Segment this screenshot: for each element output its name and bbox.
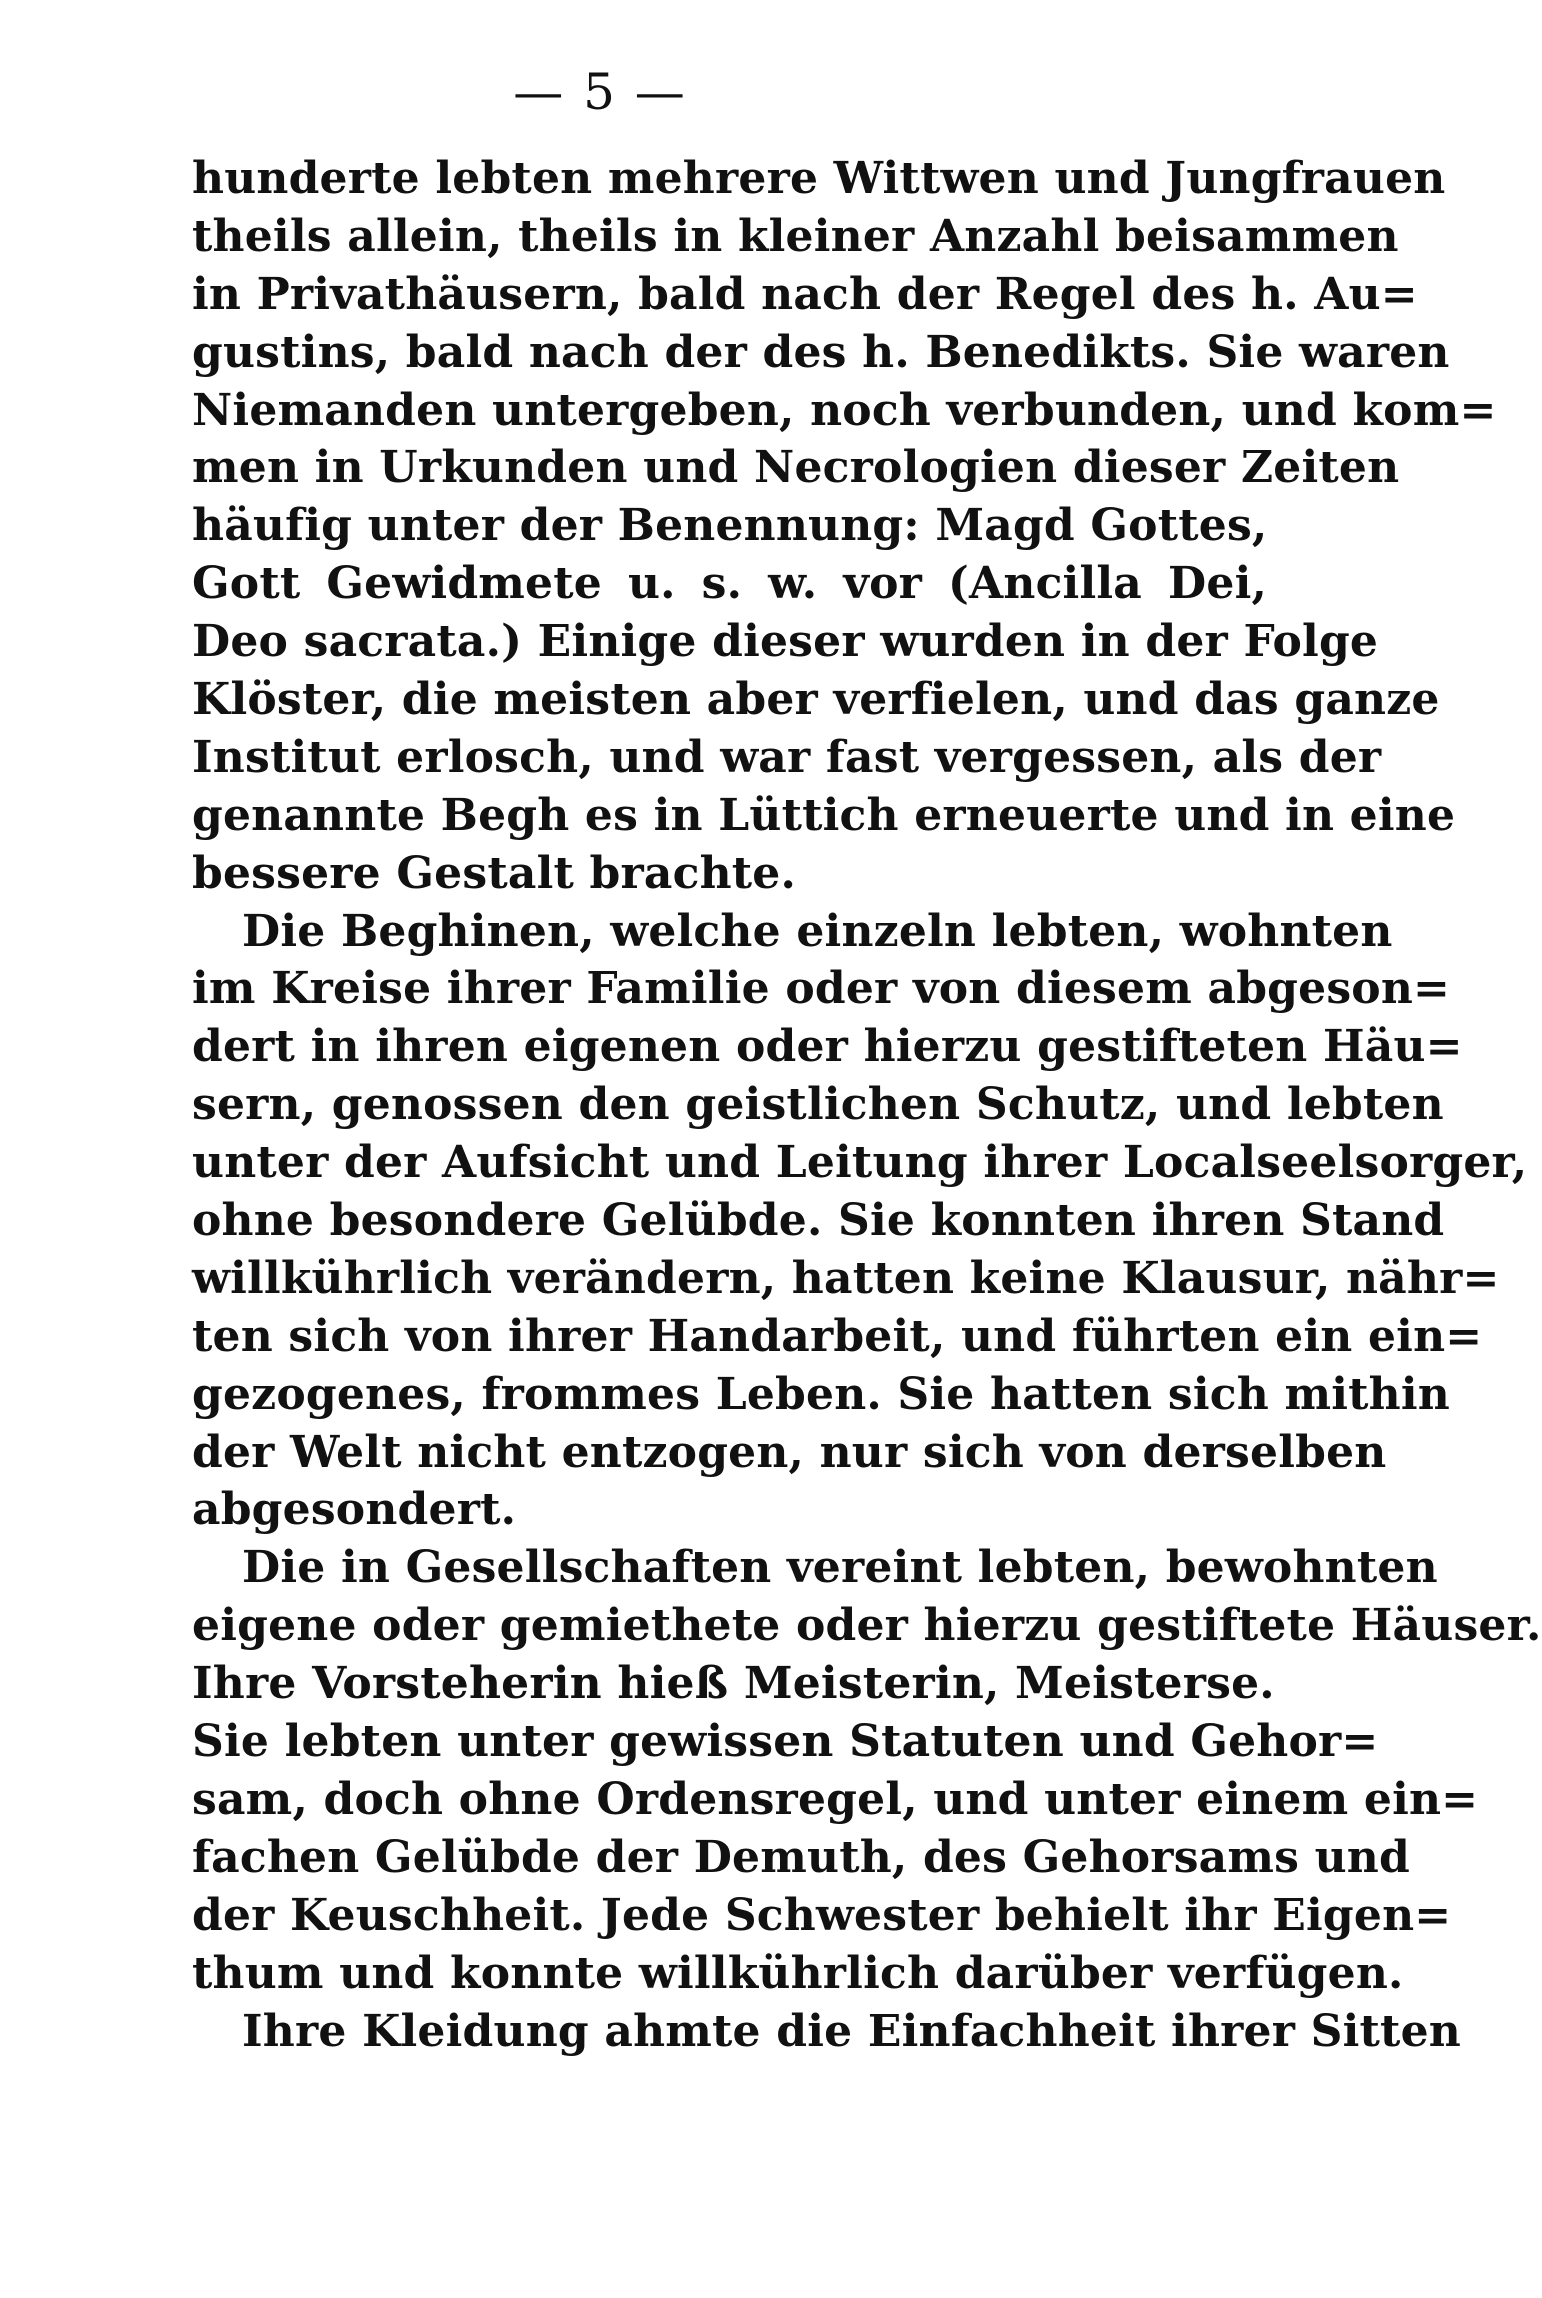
text-line: im Kreise ihrer Familie oder von diesem abgeson= — [192, 963, 1451, 1015]
text-line: sam, doch ohne Ordensregel, und unter einem ein= — [192, 1773, 1479, 1825]
text-line: Deo sacrata.) Einige dieser wurden in der Folge — [192, 616, 1379, 668]
text-line: gustins, bald nach der des h. Benedikts. Sie waren — [192, 326, 1450, 378]
text-line: in Privathäusern, bald nach der Regel des h. Au= — [192, 268, 1418, 320]
text-line: ohne besondere Gelübde. Sie konnten ihren Stand — [192, 1195, 1445, 1247]
paragraph-start-line: Die in Gesellschaften vereint lebten, bewohnten — [242, 1542, 1438, 1594]
text-line: thum und konnte willkührlich darüber verfügen. — [192, 1947, 1404, 1999]
text-line: unter der Aufsicht und Leitung ihrer Localseelsorger, — [192, 1137, 1528, 1189]
text-line: der Keuschheit. Jede Schwester behielt ihr Eigen= — [192, 1889, 1452, 1941]
text-line: theils allein, theils in kleiner Anzahl beisammen — [192, 210, 1399, 262]
text-line: fachen Gelübde der Demuth, des Gehorsams und — [192, 1831, 1410, 1883]
text-line: Ihre Vorsteherin hieß Meisterin, Meisterse. — [192, 1658, 1275, 1710]
text-line: Institut erlosch, und war fast vergessen, als der — [192, 731, 1382, 783]
text-line: Klöster, die meisten aber verfielen, und das ganze — [192, 674, 1440, 726]
body-text — [192, 150, 1542, 2060]
text-line: ten sich von ihrer Handarbeit, und führten ein ein= — [192, 1310, 1483, 1362]
text-line: abgesondert. — [192, 1484, 517, 1536]
paragraph-start-line: Die Beghinen, welche einzeln lebten, wohnten — [242, 905, 1393, 957]
text-line: genannte Begh es in Lüttich erneuerte und in eine — [192, 789, 1456, 841]
text-line: gezogenes, frommes Leben. Sie hatten sich mithin — [192, 1368, 1450, 1420]
text-line: hunderte lebten mehrere Wittwen und Jungfrauen — [192, 153, 1446, 204]
text-line: der Welt nicht entzogen, nur sich von derselben — [192, 1426, 1387, 1478]
text-line: eigene oder gemiethete oder hierzu gestiftete Häuser. — [192, 1600, 1542, 1652]
paragraph-start-line: Ihre Kleidung ahmte die Einfachheit ihrer Sitten — [242, 2005, 1461, 2057]
text-line: Gott Gewidmete u. s. w. vor (Ancilla Dei, — [192, 558, 1267, 610]
text-line: dert in ihren eigenen oder hierzu gestifteten Häu= — [192, 1021, 1463, 1073]
page-number: — 5 — — [513, 63, 687, 121]
text-line: willkührlich verändern, hatten keine Klausur, nähr= — [192, 1252, 1500, 1304]
text-line: men in Urkunden und Necrologien dieser Zeiten — [192, 442, 1400, 494]
text-line: Niemanden untergeben, noch verbunden, und kom= — [192, 384, 1497, 436]
text-line: häufig unter der Benennung: Magd Gottes, — [192, 500, 1268, 552]
text-line: sern, genossen den geistlichen Schutz, und lebten — [192, 1079, 1444, 1131]
text-line: bessere Gestalt brachte. — [192, 847, 796, 899]
text-line: Sie lebten unter gewissen Statuten und Gehor= — [192, 1716, 1379, 1768]
